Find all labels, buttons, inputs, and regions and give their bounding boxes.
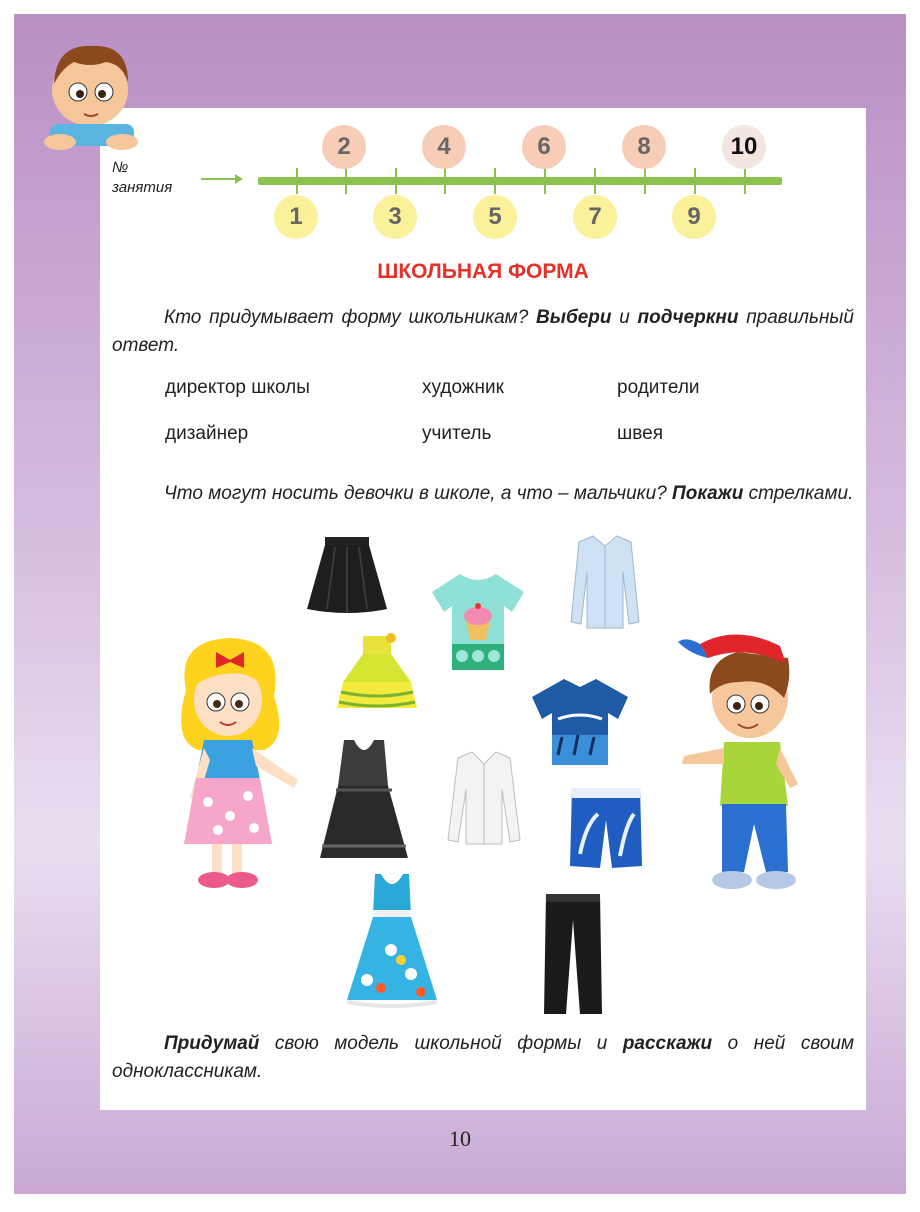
pinafore-dress-icon[interactable] [318, 736, 410, 862]
tick [395, 168, 397, 194]
option-parents[interactable]: родители [617, 377, 700, 398]
lesson-label-no: № [112, 159, 129, 176]
option-designer[interactable]: дизайнер [165, 423, 249, 444]
skirt-icon[interactable] [305, 535, 389, 615]
option-seamstress[interactable]: швея [617, 423, 663, 444]
option-teacher[interactable]: учитель [422, 423, 492, 444]
blouse-icon[interactable] [444, 748, 524, 848]
tick [345, 168, 347, 194]
tick [544, 168, 546, 194]
tick [296, 168, 298, 194]
girl-icon[interactable] [168, 630, 308, 892]
lesson-circle-8: 8 [622, 125, 666, 169]
option-director[interactable]: директор школы [165, 377, 310, 398]
hawaiian-shirt-icon[interactable] [528, 675, 632, 769]
page-number: 10 [449, 1126, 471, 1151]
task-3-text: Придумай свою модель школьной формы и расскажи о ней своим одноклассникам. [112, 1033, 854, 1082]
lesson-label-word: занятия [112, 179, 173, 196]
pointer-arrow-icon [201, 178, 241, 180]
lesson-circle-1: 1 [274, 195, 318, 239]
tshirt-icon[interactable] [430, 570, 526, 674]
tick [644, 168, 646, 194]
lesson-number-label [112, 158, 172, 198]
task-1-text: Кто придумывает форму школьникам? Выбери и подчеркни правильный ответ. [112, 307, 854, 356]
tick [694, 168, 696, 194]
yellow-dress-icon[interactable] [335, 630, 419, 714]
tick [594, 168, 596, 194]
lesson-circle-6: 6 [522, 125, 566, 169]
tick [444, 168, 446, 194]
trousers-icon[interactable] [540, 890, 606, 1018]
lesson-circle-3: 3 [373, 195, 417, 239]
shorts-icon[interactable] [568, 784, 644, 870]
floral-dress-icon[interactable] [345, 870, 439, 1010]
page-title: ШКОЛЬНАЯ ФОРМА [377, 260, 589, 283]
lesson-circle-7: 7 [573, 195, 617, 239]
task-2-text: Что могут носить девочки в школе, а что – мальчики? Покажи стрелками. [164, 483, 854, 504]
boy-icon[interactable] [676, 624, 816, 900]
boy-peeking-icon [40, 38, 140, 158]
tick [494, 168, 496, 194]
lesson-circle-10-current: 10 [722, 125, 766, 169]
lesson-circle-4: 4 [422, 125, 466, 169]
tick [744, 168, 746, 194]
lesson-circle-5: 5 [473, 195, 517, 239]
timeline-line [258, 177, 782, 185]
lesson-circle-9: 9 [672, 195, 716, 239]
shirt-icon[interactable] [565, 532, 645, 632]
lesson-circle-2: 2 [322, 125, 366, 169]
option-artist[interactable]: художник [422, 377, 504, 398]
